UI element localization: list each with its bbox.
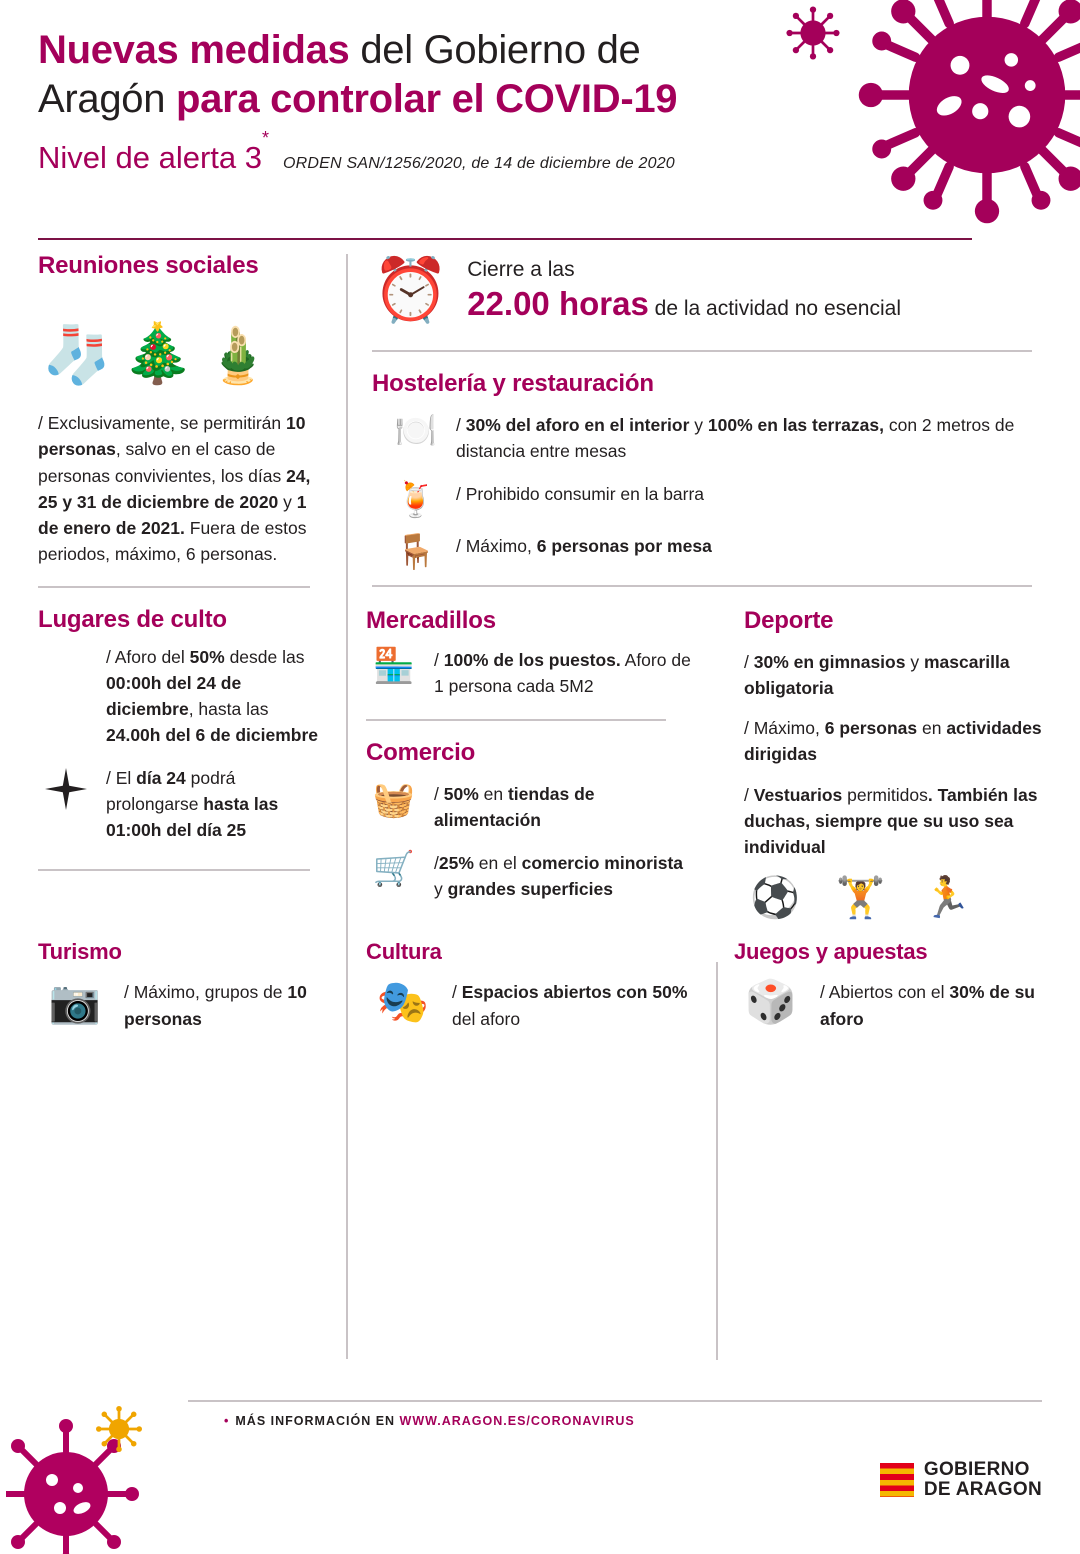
mercadillos-text: [434, 647, 696, 700]
table-chairs-icon: 🪑: [394, 532, 438, 571]
dep1-b2: mascarilla obligatoria: [744, 651, 1010, 698]
column-divider-2: [716, 962, 718, 1360]
com2-t1: /: [434, 852, 439, 873]
government-logo: [880, 1460, 1042, 1500]
com2-t3: y: [434, 878, 448, 899]
cul-t1: /: [452, 982, 462, 1003]
comercio-row-2-text: [434, 850, 696, 903]
culto-item-1-text: [106, 644, 320, 749]
dep2-t1: / Máximo,: [744, 718, 825, 739]
com2-b3: grandes superficies: [447, 878, 613, 899]
gob-line-2: DE ARAGON: [923, 1479, 1042, 1501]
closing-hours-text: [467, 256, 901, 326]
coronavirus-small-icon: [786, 6, 840, 60]
closing-hours-block: [372, 256, 1046, 326]
culto2-b2: hasta las 01:00h del día 25: [106, 793, 279, 840]
culto1-t3: , hasta las: [188, 699, 269, 719]
column-divider-1: [346, 254, 348, 1359]
reuniones-b1: 10 personas: [38, 413, 306, 460]
hosteleria-row-2: [388, 481, 1046, 517]
right-divider-1: [372, 350, 1032, 352]
dep1-b1: 30% en gimnasios: [753, 651, 906, 672]
comercio-row-2: [366, 850, 696, 903]
com1-b2: tiendas de alimentación: [434, 784, 595, 831]
host3-t1: / Máximo,: [456, 535, 537, 556]
more-info-label: MÁS INFORMACIÓN EN: [235, 1414, 400, 1428]
section-heading-hosteleria: Hostelería y restauración: [372, 370, 654, 398]
section-heading-mercadillos: Mercadillos: [366, 606, 496, 634]
section-turismo: [38, 939, 338, 1048]
bullet-icon: •: [224, 1414, 230, 1428]
alert-level: [38, 128, 270, 176]
soccer-ball-icon: ⚽: [750, 876, 800, 921]
com1-b1: 50%: [443, 784, 479, 805]
sport-icons-group: [750, 874, 1046, 921]
christmas-stocking-icon: 🧦: [42, 323, 112, 386]
dice-icon: 🎲: [744, 978, 798, 1026]
christmas-tree-icon: 🎄: [121, 321, 194, 386]
cul-t2: del aforo: [452, 1008, 521, 1029]
culto2-t2: podrá prolongarse: [106, 767, 236, 814]
star-sparkle-icon: [38, 765, 94, 817]
closing-line1: Cierre a las: [467, 258, 575, 281]
subtitle-row: [38, 128, 868, 176]
dep2-t2: en: [917, 718, 947, 739]
section-heading-reuniones: Reuniones sociales: [38, 252, 259, 279]
food-tray-icon: 🍽️: [394, 412, 438, 451]
weightlifting-icon: 🏋️: [835, 876, 886, 921]
center-divider-1: [366, 719, 666, 721]
com2-t2: en el: [473, 852, 522, 873]
closing-tail: de la actividad no esencial: [648, 297, 901, 321]
christmas-bauble-icon: 🎍: [203, 326, 272, 386]
cocktail-icon: 🍹: [394, 480, 438, 519]
hosteleria-row-1: [388, 412, 1046, 465]
culto1-b3: 24.00h del 6 de diciembre: [106, 725, 319, 746]
reuniones-t3: y: [278, 491, 297, 512]
dep3-b1: Vestuarios: [753, 784, 843, 805]
host1-b1: 30% del aforo en el interior: [465, 415, 690, 436]
juegos-row: [734, 979, 1046, 1032]
cultura-row: [366, 979, 708, 1032]
gob-line-1: GOBIERNO: [923, 1459, 1030, 1481]
coronavirus-footer-small-icon: [96, 1406, 142, 1452]
tur-b1: 10 personas: [124, 982, 307, 1029]
merc-t1: /: [434, 649, 444, 670]
cul-b1: Espacios abiertos con 50%: [461, 982, 688, 1003]
deporte-item-1: [744, 649, 1046, 702]
juegos-text: [820, 979, 1046, 1032]
jue-b1: 30% de su aforo: [820, 982, 1035, 1029]
sub-column-right: [718, 607, 1046, 922]
merc-b1: 100% de los puestos.: [443, 649, 621, 670]
jue-t1: / Abiertos con el: [820, 982, 950, 1003]
reuniones-b3: 1 de enero de 2021.: [38, 491, 307, 538]
host1-b2: 100% en las terrazas,: [707, 415, 884, 436]
right-divider-2: [372, 585, 1032, 587]
comercio-row-1: [366, 781, 696, 834]
aragon-flag-icon: [880, 1463, 914, 1497]
sub-column-center: [366, 607, 718, 922]
deporte-item-2: [744, 715, 1046, 768]
host3-b1: 6 personas por mesa: [536, 535, 712, 556]
culto2-b1: día 24: [136, 767, 186, 788]
com1-t2: en: [478, 784, 508, 805]
deporte-item-3: [744, 782, 1046, 861]
hosteleria-row-2-text: / Prohibido consumir en la barra: [456, 483, 705, 504]
government-logo-text: [924, 1460, 1042, 1500]
culto-item-2-text: [106, 765, 320, 844]
reuniones-t4: Fuera de estos periodos, máximo, 6 personas.: [38, 518, 307, 565]
culto1-b1: 50%: [189, 646, 225, 667]
mercadillos-row: [366, 647, 696, 700]
alarm-clock-icon: ⏰: [372, 256, 450, 326]
footer-divider: [188, 1400, 1042, 1402]
alert-level-text: Nivel de alerta 3: [38, 139, 263, 175]
com2-b1: 25%: [438, 852, 474, 873]
footer: [0, 1378, 1080, 1528]
culto1-t1: / Aforo del: [106, 646, 190, 667]
page-title: [38, 26, 858, 124]
left-divider-1: [38, 586, 310, 588]
title-accent-1: Nuevas medidas: [38, 28, 350, 72]
title-plain-1: del Gobierno de: [349, 28, 641, 72]
dep3-b3: duchas, siempre que su uso sea individual: [744, 810, 1014, 858]
tur-t1: / Máximo, grupos de: [124, 982, 288, 1003]
coronavirus-footer-icon: [6, 1384, 176, 1554]
dep3-t1: /: [744, 784, 754, 805]
hosteleria-row-3: [388, 533, 1046, 569]
title-accent-2: para controlar el COVID-19: [176, 76, 678, 121]
camera-icon: 📷: [48, 978, 102, 1026]
header: [0, 0, 1080, 236]
order-reference: ORDEN SAN/1256/2020, de 14 de diciembre de 2020: [283, 154, 675, 172]
blank-spacer-icon: [38, 644, 94, 646]
cultura-text: [452, 979, 708, 1032]
host1-t1: /: [456, 415, 466, 436]
culto1-t2: desde las: [224, 646, 305, 667]
reuniones-t2: , salvo en el caso de personas convivientes, los días: [38, 439, 287, 486]
food-basket-icon: 🧺: [372, 781, 416, 820]
column-right: [338, 252, 1046, 921]
christmas-icons-group: [42, 290, 320, 388]
main-content: [0, 236, 1080, 921]
culto-item-1: [38, 644, 320, 749]
shopping-cart-icon: 🛒: [372, 849, 416, 888]
running-icon: 🏃: [921, 876, 972, 921]
host1-t2: y: [689, 415, 708, 436]
dep2-b1: 6 personas: [824, 718, 918, 739]
dep2-b2: actividades dirigidas: [744, 718, 1042, 765]
section-cultura: [338, 939, 708, 1048]
com1-t1: /: [434, 784, 444, 805]
section-heading-juegos: Juegos y apuestas: [734, 939, 928, 965]
closing-hours-value: 22.00 horas: [467, 285, 649, 323]
section-heading-culto: Lugares de culto: [38, 605, 227, 633]
section-heading-cultura: Cultura: [366, 939, 442, 965]
section-juegos: [708, 939, 1046, 1048]
sub-columns: [366, 607, 1046, 922]
section-heading-turismo: Turismo: [38, 939, 122, 965]
bottom-sections: [0, 935, 1080, 1048]
website-link[interactable]: WWW.ARAGON.ES/CORONAVIRUS: [399, 1414, 635, 1428]
turismo-text: [124, 979, 320, 1032]
com2-b2: comercio minorista: [521, 852, 684, 873]
title-plain-2: Aragón: [38, 76, 176, 121]
dep1-t1: /: [744, 651, 754, 672]
dep3-b2: . También las: [927, 784, 1038, 805]
section-heading-deporte: Deporte: [744, 606, 834, 634]
theatre-masks-icon: 🎭: [376, 978, 430, 1026]
dep3-t2: permitidos: [842, 784, 928, 805]
hosteleria-row-1-text: [456, 412, 1046, 465]
more-info: [224, 1414, 635, 1428]
reuniones-t1: / Exclusivamente, se permitirán: [38, 413, 287, 433]
dep1-t2: y: [905, 651, 924, 672]
column-left: [38, 252, 338, 921]
turismo-row: [38, 979, 320, 1032]
alert-level-asterisk: *: [262, 128, 270, 149]
reuniones-b2: 24, 25 y 31 de diciembre de 2020: [38, 465, 311, 512]
comercio-row-1-text: [434, 781, 696, 834]
coronavirus-icon: [852, 0, 1080, 230]
culto1-b2: 00:00h del 24 de diciembre: [106, 672, 242, 719]
merc-t2: Aforo de 1 persona cada 5M2: [434, 649, 691, 696]
reuniones-text: [38, 410, 320, 568]
section-heading-comercio: Comercio: [366, 739, 476, 767]
culto-item-2: [38, 765, 320, 844]
hosteleria-row-3-text: [456, 533, 712, 559]
left-divider-2: [38, 869, 310, 871]
culto2-t1: / El: [106, 767, 137, 788]
market-stall-icon: 🏪: [372, 646, 416, 685]
host1-t3: con 2 metros de distancia entre mesas: [456, 415, 1015, 462]
